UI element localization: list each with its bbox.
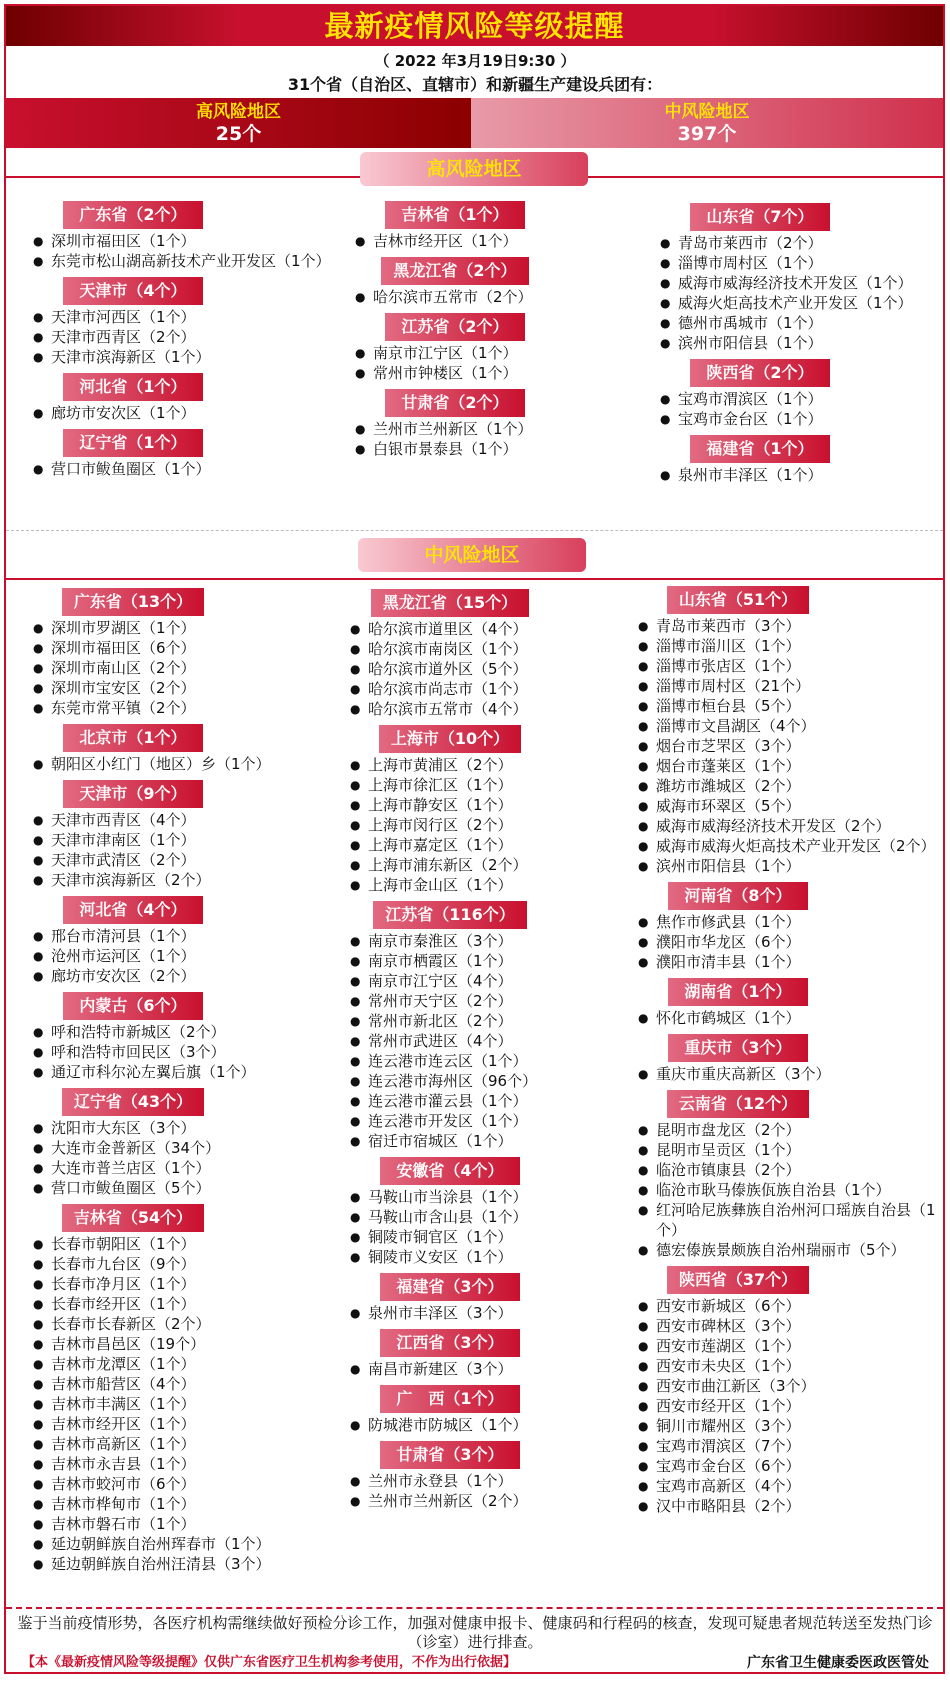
area-item: ● 哈尔滨市尚志市（1个） [350, 679, 630, 699]
province-block [355, 201, 605, 251]
area-item: ● 吉林市昌邑区（19个） [33, 1334, 343, 1354]
area-item: ● 吉林市经开区（1个） [355, 231, 605, 251]
high-risk-total-label: 高风险地区 [196, 102, 281, 122]
area-list [660, 465, 945, 485]
province-header: 黑龙江省（2个） [381, 257, 528, 285]
area-item: ● 宝鸡市渭滨区（1个） [660, 389, 945, 409]
area-item: ● 天津市滨海新区（1个） [33, 347, 333, 367]
area-item: ● 天津市河西区（1个） [33, 307, 333, 327]
area-item: ● 青岛市莱西市（2个） [660, 233, 945, 253]
area-item: ● 南昌市新建区（3个） [350, 1359, 630, 1379]
high-column-2 [355, 201, 605, 465]
province-header: 天津市（4个） [63, 277, 203, 305]
disclaimer: 【本《最新疫情风险等级提醒》仅供广东省医疗卫生机构参考使用，不作为出行依据】 [22, 1655, 517, 1670]
province-header: 福建省（1个） [690, 435, 830, 463]
section-divider [6, 530, 943, 531]
province-header: 内蒙古（6个） [63, 992, 203, 1020]
area-item: ● 吉林市蛟河市（6个） [33, 1474, 343, 1494]
area-item: ● 濮阳市华龙区（6个） [638, 932, 943, 952]
area-item: ● 大连市金普新区（34个） [33, 1138, 343, 1158]
area-item: ● 吉林市龙潭区（1个） [33, 1354, 343, 1374]
province-block [660, 435, 945, 485]
province-header: 江苏省（116个） [373, 901, 526, 929]
area-item: ● 营口市鲅鱼圈区（5个） [33, 1178, 343, 1198]
area-list [350, 755, 630, 895]
province-header: 陕西省（2个） [690, 359, 830, 387]
area-item: ● 西安市经开区（1个） [638, 1396, 943, 1416]
footer-divider [6, 1607, 943, 1609]
province-header: 江西省（3个） [380, 1329, 520, 1357]
area-item: ● 西安市曲江新区（3个） [638, 1376, 943, 1396]
page-title: 最新疫情风险等级提醒 [324, 9, 625, 43]
area-item: ● 哈尔滨市道里区（4个） [350, 619, 630, 639]
province-block [350, 589, 630, 719]
province-block [33, 1088, 343, 1198]
area-list [33, 403, 333, 423]
mid-section-rule [6, 578, 943, 580]
province-header: 河南省（8个） [668, 882, 808, 910]
area-item: ● 吉林市丰满区（1个） [33, 1394, 343, 1414]
area-item: ● 邢台市清河县（1个） [33, 926, 343, 946]
province-block [350, 901, 630, 1151]
province-block [638, 1266, 943, 1516]
province-header: 河北省（1个） [63, 373, 203, 401]
area-item: ● 深圳市福田区（1个） [33, 231, 333, 251]
area-list [355, 343, 605, 383]
area-item: ● 兰州市永登县（1个） [350, 1471, 630, 1491]
area-item: ● 汉中市略阳县（2个） [638, 1496, 943, 1516]
area-list [33, 231, 333, 271]
area-item: ● 吉林市经开区（1个） [33, 1414, 343, 1434]
area-item: ● 上海市金山区（1个） [350, 875, 630, 895]
area-item: ● 马鞍山市含山县（1个） [350, 1207, 630, 1227]
area-item: ● 上海市黄浦区（2个） [350, 755, 630, 775]
province-header: 福建省（3个） [380, 1273, 520, 1301]
area-item: ● 威海市威海经济技术开发区（1个） [660, 273, 945, 293]
area-item: ● 哈尔滨市南岗区（1个） [350, 639, 630, 659]
province-header: 天津市（9个） [63, 780, 203, 808]
province-block [660, 203, 945, 353]
area-item: ● 吉林市永吉县（1个） [33, 1454, 343, 1474]
area-item: ● 天津市西青区（2个） [33, 327, 333, 347]
area-item: ● 昆明市盘龙区（2个） [638, 1120, 943, 1140]
province-header: 湖南省（1个） [668, 978, 808, 1006]
area-item: ● 马鞍山市当涂县（1个） [350, 1187, 630, 1207]
area-list [33, 307, 333, 367]
area-item: ● 天津市武清区（2个） [33, 850, 343, 870]
area-item: ● 泉州市丰泽区（3个） [350, 1303, 630, 1323]
area-item: ● 上海市静安区（1个） [350, 795, 630, 815]
province-header: 广东省（2个） [63, 201, 203, 229]
area-item: ● 泉州市丰泽区（1个） [660, 465, 945, 485]
province-block [638, 1090, 943, 1260]
area-item: ● 临沧市镇康县（2个） [638, 1160, 943, 1180]
footer-note: 鉴于当前疫情形势，各医疗机构需继续做好预检分诊工作，加强对健康申报卡、健康码和行程码的核查，发现可疑患者规范转送至发热门诊（诊室）进行排查。 [17, 1614, 933, 1651]
province-header: 广东省（13个） [62, 588, 204, 616]
area-list [33, 926, 343, 986]
area-item: ● 威海市威海火炬高技术产业开发区（2个） [638, 836, 943, 856]
area-list [355, 287, 605, 307]
area-item: ● 延边朝鲜族自治州汪清县（3个） [33, 1554, 343, 1574]
area-item: ● 淄博市桓台县（5个） [638, 696, 943, 716]
area-item: ● 防城港市防城区（1个） [350, 1415, 630, 1435]
area-item: ● 西安市莲湖区（1个） [638, 1336, 943, 1356]
province-header: 吉林省（54个） [62, 1204, 204, 1232]
area-list [638, 1120, 943, 1260]
area-item: ● 廊坊市安次区（1个） [33, 403, 333, 423]
province-header: 河北省（4个） [63, 896, 203, 924]
area-item: ● 焦作市修武县（1个） [638, 912, 943, 932]
area-item: ● 西安市未央区（1个） [638, 1356, 943, 1376]
area-item: ● 淄博市张店区（1个） [638, 656, 943, 676]
area-item: ● 天津市滨海新区（2个） [33, 870, 343, 890]
province-header: 吉林省（1个） [385, 201, 525, 229]
area-item: ● 怀化市鹤城区（1个） [638, 1008, 943, 1028]
area-list [350, 1187, 630, 1267]
mid-column-1 [33, 588, 343, 1580]
area-item: ● 青岛市莱西市（3个） [638, 616, 943, 636]
province-block [33, 896, 343, 986]
area-item: ● 潍坊市潍城区（2个） [638, 776, 943, 796]
province-block [355, 313, 605, 383]
area-item: ● 南京市江宁区（1个） [355, 343, 605, 363]
area-item: ● 常州市钟楼区（1个） [355, 363, 605, 383]
area-item: ● 哈尔滨市五常市（2个） [355, 287, 605, 307]
area-item: ● 深圳市福田区（6个） [33, 638, 343, 658]
area-item: ● 滨州市阳信县（1个） [660, 333, 945, 353]
area-item: ● 沈阳市大东区（3个） [33, 1118, 343, 1138]
area-item: ● 兰州市兰州新区（1个） [355, 419, 605, 439]
province-block [638, 882, 943, 972]
high-column-3 [660, 203, 945, 491]
area-item: ● 淄博市周村区（21个） [638, 676, 943, 696]
area-item: ● 滨州市阳信县（1个） [638, 856, 943, 876]
province-block [350, 1273, 630, 1323]
province-header: 辽宁省（1个） [63, 429, 203, 457]
area-item: ● 常州市新北区（2个） [350, 1011, 630, 1031]
area-item: ● 长春市九台区（9个） [33, 1254, 343, 1274]
area-list [638, 912, 943, 972]
area-item: ● 南京市江宁区（4个） [350, 971, 630, 991]
area-list [638, 616, 943, 876]
area-list [355, 419, 605, 459]
province-header: 江苏省（2个） [385, 313, 525, 341]
area-item: ● 连云港市灌云县（1个） [350, 1091, 630, 1111]
area-list [350, 931, 630, 1151]
province-header: 山东省（51个） [667, 586, 809, 614]
area-item: ● 连云港市连云区（1个） [350, 1051, 630, 1071]
area-item: ● 上海市嘉定区（1个） [350, 835, 630, 855]
area-item: ● 铜川市耀州区（3个） [638, 1416, 943, 1436]
province-block [33, 201, 333, 271]
area-item: ● 德州市禹城市（1个） [660, 313, 945, 333]
area-list [33, 1118, 343, 1198]
area-item: ● 西安市碑林区（3个） [638, 1316, 943, 1336]
area-item: ● 深圳市南山区（2个） [33, 658, 343, 678]
area-item: ● 吉林市桦甸市（1个） [33, 1494, 343, 1514]
area-item: ● 连云港市海州区（96个） [350, 1071, 630, 1091]
area-item: ● 沧州市运河区（1个） [33, 946, 343, 966]
area-item: ● 长春市朝阳区（1个） [33, 1234, 343, 1254]
summary-line: 31个省（自治区、直辖市）和新疆生产建设兵团有： [287, 75, 663, 94]
province-block [660, 359, 945, 429]
area-item: ● 长春市净月区（1个） [33, 1274, 343, 1294]
area-item: ● 红河哈尼族彝族自治州河口瑶族自治县（1个） [638, 1200, 943, 1240]
area-item: ● 南京市栖霞区（1个） [350, 951, 630, 971]
province-block [355, 257, 605, 307]
area-list [33, 1234, 343, 1574]
area-item: ● 宿迁市宿城区（1个） [350, 1131, 630, 1151]
area-item: ● 宝鸡市高新区（4个） [638, 1476, 943, 1496]
province-block [638, 586, 943, 876]
area-list [638, 1008, 943, 1028]
area-item: ● 宝鸡市渭滨区（7个） [638, 1436, 943, 1456]
area-item: ● 白银市景泰县（1个） [355, 439, 605, 459]
area-item: ● 常州市武进区（4个） [350, 1031, 630, 1051]
province-block [350, 1329, 630, 1379]
area-list [355, 231, 605, 251]
mid-column-3 [638, 586, 943, 1522]
area-list [33, 1022, 343, 1082]
area-item: ● 淄博市淄川区（1个） [638, 636, 943, 656]
area-list [350, 619, 630, 719]
area-item: ● 通辽市科尔沁左翼后旗（1个） [33, 1062, 343, 1082]
area-list [350, 1359, 630, 1379]
area-list [660, 233, 945, 353]
area-item: ● 朝阳区小红门（地区）乡（1个） [33, 754, 343, 774]
area-item: ● 常州市天宁区（2个） [350, 991, 630, 1011]
area-item: ● 廊坊市安次区（2个） [33, 966, 343, 986]
area-list [33, 810, 343, 890]
mid-risk-total-label: 中风险地区 [664, 102, 750, 122]
area-item: ● 上海市闵行区（2个） [350, 815, 630, 835]
area-item: ● 天津市津南区（1个） [33, 830, 343, 850]
area-item: ● 哈尔滨市五常市（4个） [350, 699, 630, 719]
province-block [350, 1385, 630, 1435]
area-item: ● 深圳市罗湖区（1个） [33, 618, 343, 638]
issuer: 广东省卫生健康委医政医管处 [747, 1655, 929, 1671]
province-block [350, 1157, 630, 1267]
area-item: ● 长春市长春新区（2个） [33, 1314, 343, 1334]
province-header: 陕西省（37个） [667, 1266, 809, 1294]
province-block [350, 1441, 630, 1511]
area-item: ● 东莞市松山湖高新技术产业开发区（1个） [33, 251, 333, 271]
area-item: ● 吉林市磐石市（1个） [33, 1514, 343, 1534]
area-item: ● 哈尔滨市道外区（5个） [350, 659, 630, 679]
province-block [638, 1034, 943, 1084]
province-block [33, 780, 343, 890]
area-list [350, 1303, 630, 1323]
area-item: ● 德宏傣族景颇族自治州瑞丽市（5个） [638, 1240, 943, 1260]
area-item: ● 延边朝鲜族自治州珲春市（1个） [33, 1534, 343, 1554]
province-block [33, 1204, 343, 1574]
area-item: ● 呼和浩特市回民区（3个） [33, 1042, 343, 1062]
area-list [638, 1296, 943, 1516]
province-block [33, 373, 333, 423]
area-item: ● 上海市浦东新区（2个） [350, 855, 630, 875]
province-header: 黑龙江省（15个） [371, 589, 529, 617]
area-list [660, 389, 945, 429]
high-column-1 [33, 201, 333, 485]
area-item: ● 西安市新城区（6个） [638, 1296, 943, 1316]
title-banner [6, 6, 943, 46]
area-item: ● 呼和浩特市新城区（2个） [33, 1022, 343, 1042]
area-item: ● 昆明市呈贡区（1个） [638, 1140, 943, 1160]
area-list [33, 754, 343, 774]
province-block [33, 588, 343, 718]
area-item: ● 东莞市常平镇（2个） [33, 698, 343, 718]
province-block [33, 724, 343, 774]
footer-bar [6, 1652, 943, 1674]
area-item: ● 烟台市蓬莱区（1个） [638, 756, 943, 776]
province-header: 上海市（10个） [379, 725, 521, 753]
area-item: ● 临沧市耿马傣族佤族自治县（1个） [638, 1180, 943, 1200]
mid-column-2 [350, 589, 630, 1517]
update-time: （ 2022 年3月19日9:30 ） [374, 52, 576, 70]
area-item: ● 天津市西青区（4个） [33, 810, 343, 830]
province-header: 辽宁省（43个） [62, 1088, 204, 1116]
high-risk-total-count: 25个 [215, 123, 262, 145]
area-item: ● 濮阳市清丰县（1个） [638, 952, 943, 972]
area-item: ● 淄博市文昌湖区（4个） [638, 716, 943, 736]
province-header: 甘肃省（3个） [380, 1441, 520, 1469]
area-item: ● 兰州市兰州新区（2个） [350, 1491, 630, 1511]
area-item: ● 深圳市宝安区（2个） [33, 678, 343, 698]
province-block [638, 978, 943, 1028]
area-item: ● 威海火炬高技术产业开发区（1个） [660, 293, 945, 313]
high-section-title: 高风险地区 [360, 152, 588, 186]
province-block [355, 389, 605, 459]
province-block [33, 992, 343, 1082]
province-header: 广 西（1个） [380, 1385, 520, 1413]
area-item: ● 铜陵市义安区（1个） [350, 1247, 630, 1267]
mid-risk-total [471, 98, 943, 148]
mid-section-title: 中风险地区 [358, 538, 586, 572]
area-item: ● 铜陵市铜官区（1个） [350, 1227, 630, 1247]
area-item: ● 烟台市芝罘区（3个） [638, 736, 943, 756]
area-list [350, 1415, 630, 1435]
area-item: ● 淄博市周村区（1个） [660, 253, 945, 273]
area-list [33, 618, 343, 718]
area-list [638, 1064, 943, 1084]
area-item: ● 威海市环翠区（5个） [638, 796, 943, 816]
area-item: ● 重庆市重庆高新区（3个） [638, 1064, 943, 1084]
area-item: ● 南京市秦淮区（3个） [350, 931, 630, 951]
province-header: 甘肃省（2个） [385, 389, 525, 417]
area-item: ● 宝鸡市金台区（6个） [638, 1456, 943, 1476]
province-block [350, 725, 630, 895]
area-list [33, 459, 333, 479]
province-block [33, 429, 333, 479]
area-item: ● 吉林市船营区（4个） [33, 1374, 343, 1394]
area-item: ● 吉林市高新区（1个） [33, 1434, 343, 1454]
province-header: 重庆市（3个） [668, 1034, 808, 1062]
high-risk-total [6, 98, 471, 148]
area-item: ● 营口市鲅鱼圈区（1个） [33, 459, 333, 479]
area-list [350, 1471, 630, 1511]
area-item: ● 宝鸡市金台区（1个） [660, 409, 945, 429]
mid-risk-total-count: 397个 [677, 123, 737, 145]
area-item: ● 连云港市开发区（1个） [350, 1111, 630, 1131]
province-header: 山东省（7个） [690, 203, 830, 231]
province-header: 安徽省（4个） [380, 1157, 520, 1185]
province-header: 云南省（12个） [667, 1090, 809, 1118]
area-item: ● 大连市普兰店区（1个） [33, 1158, 343, 1178]
area-item: ● 长春市经开区（1个） [33, 1294, 343, 1314]
area-item: ● 上海市徐汇区（1个） [350, 775, 630, 795]
province-block [33, 277, 333, 367]
area-item: ● 威海市威海经济技术开发区（2个） [638, 816, 943, 836]
province-header: 北京市（1个） [63, 724, 203, 752]
